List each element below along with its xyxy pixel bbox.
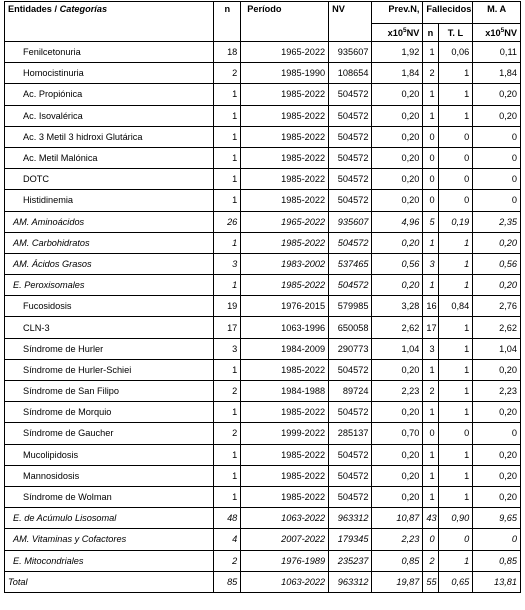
cell-ma: 0,56 [473, 253, 521, 274]
cell-entidad: E. de Acúmulo Lisosomal [5, 508, 214, 529]
cell-entidad: E. Mitocondriales [5, 550, 214, 571]
cell-entidad: CLN-3 [5, 317, 214, 338]
cell-entidad: AM. Ácidos Grasos [5, 253, 214, 274]
table-row [5, 465, 521, 486]
cell-ma: 2,76 [473, 296, 521, 317]
cell-fallecidos-tl: 1 [438, 105, 473, 126]
cell-periodo: 1063-2022 [241, 508, 329, 529]
cell-entidad: Homocistinuria [5, 63, 214, 84]
cell-n: 1 [214, 444, 241, 465]
table-row [5, 63, 521, 84]
cell-nv: 89724 [329, 381, 372, 402]
cell-fallecidos-n: 1 [423, 275, 438, 296]
cell-nv: 504572 [329, 232, 372, 253]
cell-periodo: 1985-2022 [241, 232, 329, 253]
cell-prev: 0,70 [372, 423, 423, 444]
cell-nv: 108654 [329, 63, 372, 84]
cell-prev: 2,62 [372, 317, 423, 338]
cell-prev: 0,20 [372, 147, 423, 168]
cell-prev: 0,20 [372, 190, 423, 211]
cell-n: 2 [214, 423, 241, 444]
cell-fallecidos-n: 3 [423, 253, 438, 274]
table-row [5, 84, 521, 105]
cell-fallecidos-n: 1 [423, 84, 438, 105]
cell-n: 18 [214, 42, 241, 63]
cell-fallecidos-n: 17 [423, 317, 438, 338]
cell-prev: 0,20 [372, 169, 423, 190]
cell-fallecidos-tl: 0 [438, 169, 473, 190]
cell-periodo: 1983-2002 [241, 253, 329, 274]
cell-periodo: 1985-2022 [241, 126, 329, 147]
cell-entidad: Ac. Isovalérica [5, 105, 214, 126]
cell-periodo: 1063-2022 [241, 571, 329, 592]
cell-ma: 0,20 [473, 359, 521, 380]
cell-n: 2 [214, 63, 241, 84]
cell-entidad: AM. Carbohidratos [5, 232, 214, 253]
cell-fallecidos-n: 1 [423, 486, 438, 507]
cell-fallecidos-n: 1 [423, 359, 438, 380]
cell-ma: 0,11 [473, 42, 521, 63]
cell-n: 1 [214, 359, 241, 380]
cell-nv: 290773 [329, 338, 372, 359]
cell-periodo: 1985-2022 [241, 84, 329, 105]
cell-periodo: 1063-1996 [241, 317, 329, 338]
cell-ma: 0 [473, 126, 521, 147]
cell-fallecidos-n: 1 [423, 232, 438, 253]
cell-fallecidos-tl: 1 [438, 402, 473, 423]
cell-fallecidos-tl: 1 [438, 338, 473, 359]
cell-nv: 935607 [329, 42, 372, 63]
cell-fallecidos-n: 0 [423, 423, 438, 444]
cell-ma: 2,62 [473, 317, 521, 338]
cell-nv: 504572 [329, 402, 372, 423]
cell-ma: 1,84 [473, 63, 521, 84]
cell-ma: 0 [473, 190, 521, 211]
cell-entidad: Fenilcetonuria [5, 42, 214, 63]
cell-entidad: Síndrome de Morquio [5, 402, 214, 423]
cell-n: 2 [214, 381, 241, 402]
cell-entidad: Histidinemia [5, 190, 214, 211]
header-row [5, 2, 521, 24]
cell-ma: 0,20 [473, 232, 521, 253]
cell-nv: 504572 [329, 190, 372, 211]
cell-n: 4 [214, 529, 241, 550]
cell-prev: 0,20 [372, 232, 423, 253]
cell-fallecidos-tl: 0 [438, 423, 473, 444]
cell-nv: 504572 [329, 465, 372, 486]
cell-ma: 9,65 [473, 508, 521, 529]
cell-fallecidos-tl: 1 [438, 232, 473, 253]
header-fallecidos-n: n [423, 24, 438, 42]
cell-periodo: 1999-2022 [241, 423, 329, 444]
cell-periodo: 1985-2022 [241, 465, 329, 486]
category-row [5, 232, 521, 253]
table-row [5, 126, 521, 147]
cell-periodo: 1985-2022 [241, 402, 329, 423]
header-prev-unit: $x10^5NV$ [372, 24, 423, 42]
cell-entidad: Ac. 3 Metil 3 hidroxi Glutárica [5, 126, 214, 147]
cell-entidad: Síndrome de Wolman [5, 486, 214, 507]
cell-periodo: 1984-1988 [241, 381, 329, 402]
table-row [5, 147, 521, 168]
cell-entidad: Síndrome de Hurler-Schiei [5, 359, 214, 380]
cell-entidad: AM. Vitaminas y Cofactores [5, 529, 214, 550]
cell-fallecidos-n: 5 [423, 211, 438, 232]
cell-ma: 0 [473, 169, 521, 190]
header-categorias: Categorías [59, 4, 108, 14]
cell-n: 1 [214, 402, 241, 423]
cell-n: 48 [214, 508, 241, 529]
cell-fallecidos-n: 43 [423, 508, 438, 529]
table-row [5, 105, 521, 126]
cell-n: 1 [214, 465, 241, 486]
cell-fallecidos-n: 1 [423, 444, 438, 465]
category-row [5, 508, 521, 529]
cell-fallecidos-tl: 0,84 [438, 296, 473, 317]
cell-nv: 504572 [329, 359, 372, 380]
cell-fallecidos-tl: 0 [438, 190, 473, 211]
cell-entidad: Mucolipidosis [5, 444, 214, 465]
header-prev: Prev.N, [372, 2, 423, 24]
cell-nv: 504572 [329, 147, 372, 168]
cell-fallecidos-n: 2 [423, 63, 438, 84]
cell-nv: 285137 [329, 423, 372, 444]
cell-ma: 0,20 [473, 275, 521, 296]
cell-n: 3 [214, 338, 241, 359]
cell-prev: 2,23 [372, 381, 423, 402]
cell-nv: 235237 [329, 550, 372, 571]
cell-n: 1 [214, 147, 241, 168]
cell-periodo: 2007-2022 [241, 529, 329, 550]
cell-prev: 0,20 [372, 465, 423, 486]
cell-nv: 504572 [329, 105, 372, 126]
cell-fallecidos-tl: 1 [438, 63, 473, 84]
cell-entidad: Ac. Propiónica [5, 84, 214, 105]
cell-prev: 0,20 [372, 402, 423, 423]
cell-fallecidos-n: 0 [423, 126, 438, 147]
cell-n: 3 [214, 253, 241, 274]
table-row [5, 381, 521, 402]
cell-nv: 504572 [329, 444, 372, 465]
category-row [5, 275, 521, 296]
cell-fallecidos-n: 3 [423, 338, 438, 359]
cell-n: 1 [214, 105, 241, 126]
cell-periodo: 1985-2022 [241, 105, 329, 126]
cell-fallecidos-n: 2 [423, 381, 438, 402]
cell-periodo: 1985-2022 [241, 190, 329, 211]
cell-nv: 537465 [329, 253, 372, 274]
table-row [5, 338, 521, 359]
cell-fallecidos-tl: 1 [438, 253, 473, 274]
cell-ma: 1,04 [473, 338, 521, 359]
cell-fallecidos-tl: 1 [438, 465, 473, 486]
cell-n: 1 [214, 84, 241, 105]
cell-fallecidos-tl: 1 [438, 359, 473, 380]
cell-nv: 650058 [329, 317, 372, 338]
cell-ma: 0,20 [473, 84, 521, 105]
table-row [5, 317, 521, 338]
cell-n: 17 [214, 317, 241, 338]
cell-entidad: Síndrome de San Filipo [5, 381, 214, 402]
table-row [5, 359, 521, 380]
cell-ma: 2,35 [473, 211, 521, 232]
cell-n: 1 [214, 275, 241, 296]
cell-prev: 0,20 [372, 486, 423, 507]
cell-fallecidos-tl: 0 [438, 147, 473, 168]
header-ma: M. A [473, 2, 521, 24]
cell-fallecidos-tl: 0,65 [438, 571, 473, 592]
table-row [5, 42, 521, 63]
cell-n: 1 [214, 190, 241, 211]
cell-nv: 179345 [329, 529, 372, 550]
cell-nv: 963312 [329, 571, 372, 592]
cell-nv: 504572 [329, 126, 372, 147]
cell-fallecidos-n: 16 [423, 296, 438, 317]
cell-prev: 0,20 [372, 84, 423, 105]
cell-prev: 0,85 [372, 550, 423, 571]
cell-fallecidos-n: 0 [423, 147, 438, 168]
cell-ma: 13,81 [473, 571, 521, 592]
cell-nv: 579985 [329, 296, 372, 317]
cell-n: 1 [214, 169, 241, 190]
cell-ma: 0 [473, 529, 521, 550]
cell-fallecidos-tl: 1 [438, 486, 473, 507]
cell-prev: 0,20 [372, 105, 423, 126]
cell-prev: 0,56 [372, 253, 423, 274]
cell-periodo: 1985-2022 [241, 444, 329, 465]
cell-prev: 0,20 [372, 359, 423, 380]
cell-n: 2 [214, 550, 241, 571]
cell-nv: 504572 [329, 486, 372, 507]
cell-periodo: 1985-1990 [241, 63, 329, 84]
cell-periodo: 1965-2022 [241, 42, 329, 63]
cell-fallecidos-tl: 0,19 [438, 211, 473, 232]
cell-n: 1 [214, 486, 241, 507]
table-row [5, 423, 521, 444]
cell-n: 1 [214, 232, 241, 253]
cell-fallecidos-tl: 1 [438, 550, 473, 571]
cell-fallecidos-n: 0 [423, 169, 438, 190]
cell-fallecidos-tl: 1 [438, 275, 473, 296]
cell-periodo: 1985-2022 [241, 275, 329, 296]
category-row [5, 253, 521, 274]
table-row [5, 402, 521, 423]
cell-nv: 935607 [329, 211, 372, 232]
cell-ma: 0,20 [473, 105, 521, 126]
cell-nv: 504572 [329, 275, 372, 296]
cell-prev: 3,28 [372, 296, 423, 317]
cell-fallecidos-tl: 1 [438, 84, 473, 105]
cell-entidad: Total [5, 571, 214, 592]
cell-prev: 2,23 [372, 529, 423, 550]
cell-entidad: E. Peroxisomales [5, 275, 214, 296]
cell-fallecidos-tl: 0,90 [438, 508, 473, 529]
cell-entidad: Síndrome de Hurler [5, 338, 214, 359]
cell-periodo: 1985-2022 [241, 147, 329, 168]
cell-periodo: 1985-2022 [241, 169, 329, 190]
cell-fallecidos-tl: 1 [438, 317, 473, 338]
cell-fallecidos-tl: 0 [438, 126, 473, 147]
cell-n: 1 [214, 126, 241, 147]
cell-periodo: 1985-2022 [241, 359, 329, 380]
header-entidades: Entidades / Categorías [5, 2, 214, 42]
cell-ma: 0,20 [473, 402, 521, 423]
table-body [5, 42, 521, 593]
cell-entidad: Síndrome de Gaucher [5, 423, 214, 444]
cell-fallecidos-n: 55 [423, 571, 438, 592]
cell-ma: 2,23 [473, 381, 521, 402]
cell-fallecidos-n: 1 [423, 105, 438, 126]
cell-ma: 0 [473, 147, 521, 168]
cell-fallecidos-tl: 1 [438, 381, 473, 402]
table-row [5, 190, 521, 211]
cell-nv: 963312 [329, 508, 372, 529]
header-fallecidos: Fallecidos [423, 2, 473, 24]
cell-entidad: Mannosidosis [5, 465, 214, 486]
cell-prev: 0,20 [372, 275, 423, 296]
cell-fallecidos-n: 0 [423, 190, 438, 211]
cell-prev: 1,92 [372, 42, 423, 63]
cell-fallecidos-n: 1 [423, 402, 438, 423]
cell-n: 85 [214, 571, 241, 592]
cell-n: 26 [214, 211, 241, 232]
cell-ma: 0,20 [473, 465, 521, 486]
cell-fallecidos-n: 2 [423, 550, 438, 571]
table-row [5, 486, 521, 507]
category-row [5, 211, 521, 232]
category-row [5, 529, 521, 550]
cell-periodo: 1976-1989 [241, 550, 329, 571]
header-periodo: Período [241, 2, 329, 42]
cell-periodo: 1985-2022 [241, 486, 329, 507]
cell-prev: 19,87 [372, 571, 423, 592]
cell-nv: 504572 [329, 169, 372, 190]
cell-entidad: DOTC [5, 169, 214, 190]
cell-fallecidos-tl: 1 [438, 444, 473, 465]
cell-ma: 0,85 [473, 550, 521, 571]
header-nv: NV [329, 2, 372, 42]
cell-prev: 10,87 [372, 508, 423, 529]
cell-fallecidos-tl: 0 [438, 529, 473, 550]
cell-periodo: 1976-2015 [241, 296, 329, 317]
header-n: n [214, 2, 241, 42]
cell-prev: 0,20 [372, 126, 423, 147]
cell-entidad: Fucosidosis [5, 296, 214, 317]
cell-fallecidos-n: 0 [423, 529, 438, 550]
cell-prev: 1,84 [372, 63, 423, 84]
cell-ma: 0,20 [473, 444, 521, 465]
header-ma-unit: $x10^5NV$ [473, 24, 521, 42]
cell-entidad: Ac. Metil Malónica [5, 147, 214, 168]
header-fallecidos-tl: T. L [438, 24, 473, 42]
cell-prev: 0,20 [372, 444, 423, 465]
total-row [5, 571, 521, 592]
cell-fallecidos-tl: 0,06 [438, 42, 473, 63]
cell-periodo: 1984-2009 [241, 338, 329, 359]
cell-ma: 0 [473, 423, 521, 444]
cell-entidad: AM. Aminoácidos [5, 211, 214, 232]
cell-fallecidos-n: 1 [423, 465, 438, 486]
cell-ma: 0,20 [473, 486, 521, 507]
category-row [5, 550, 521, 571]
data-table [4, 1, 521, 593]
table-row [5, 444, 521, 465]
cell-fallecidos-n: 1 [423, 42, 438, 63]
cell-nv: 504572 [329, 84, 372, 105]
cell-n: 19 [214, 296, 241, 317]
table-row [5, 296, 521, 317]
cell-prev: 4,96 [372, 211, 423, 232]
cell-periodo: 1965-2022 [241, 211, 329, 232]
table-container [4, 1, 521, 593]
table-row [5, 169, 521, 190]
cell-prev: 1,04 [372, 338, 423, 359]
